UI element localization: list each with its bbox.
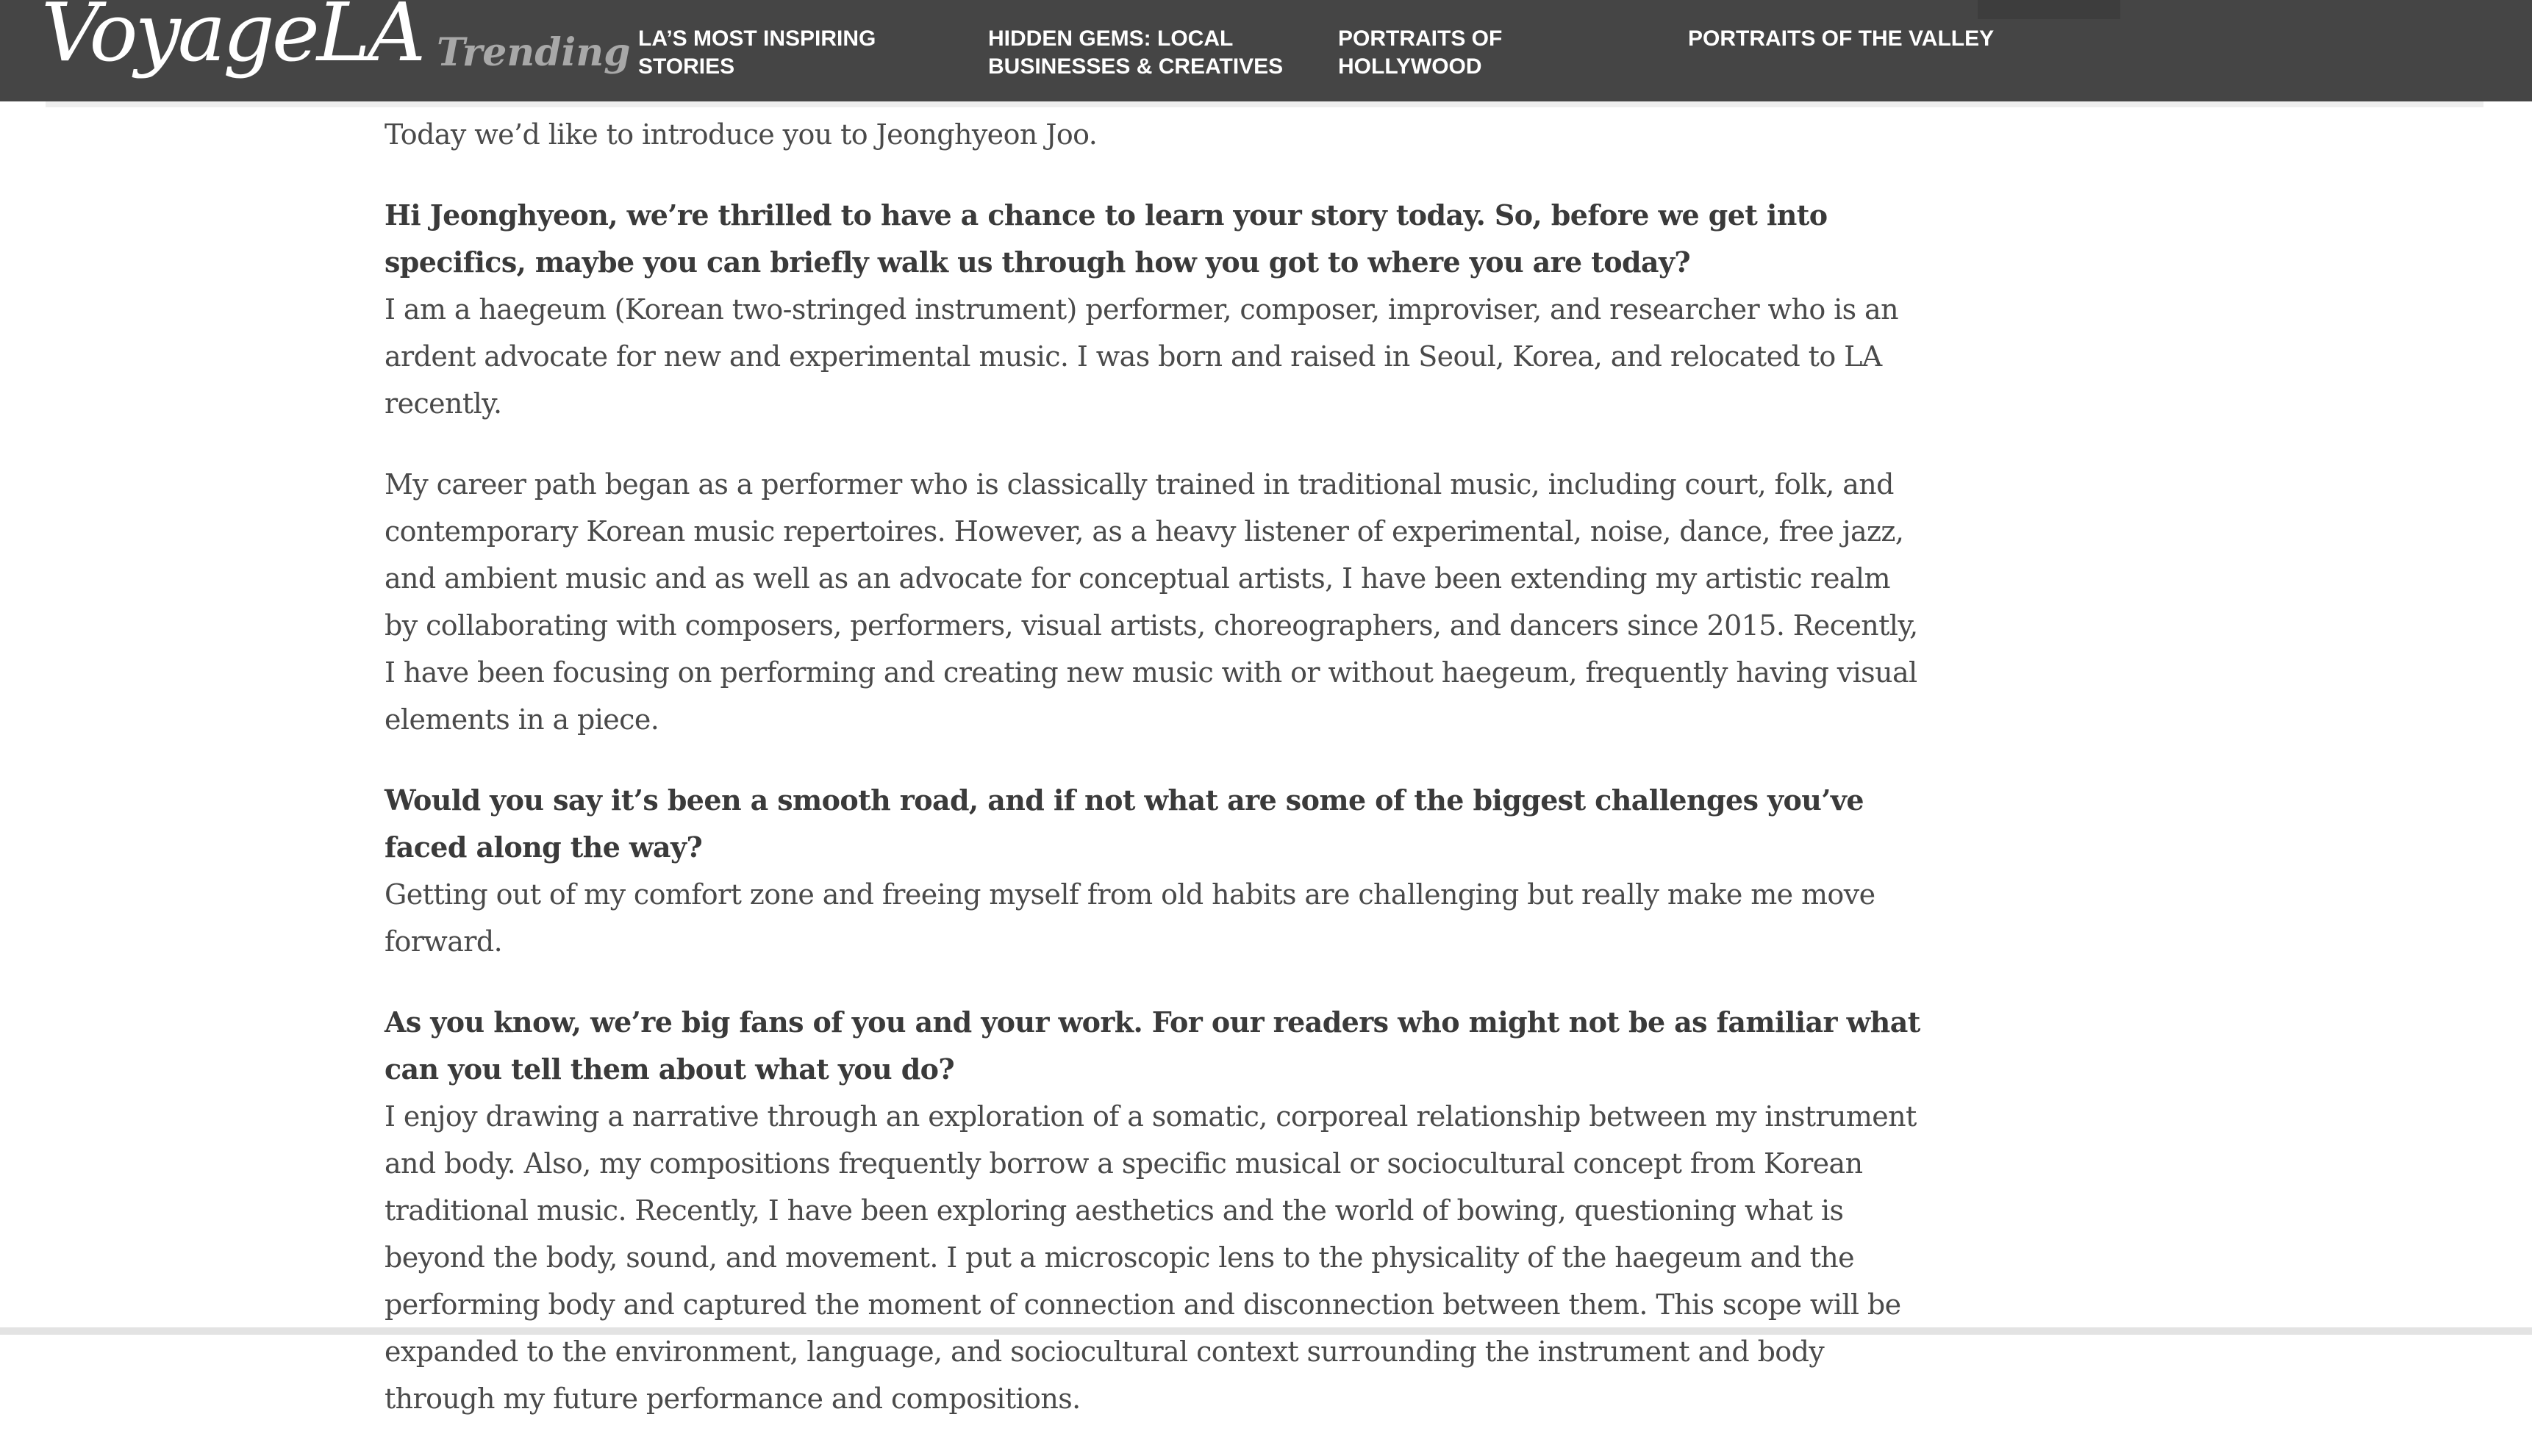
header-shadow: [46, 101, 2483, 107]
site-header: [0, 0, 2532, 101]
nav-link-portraits-valley[interactable]: PORTRAITS OF THE VALLEY: [1688, 26, 1995, 51]
trending-label: Trending: [437, 30, 631, 75]
question-1: Hi Jeonghyeon, we’re thrilled to have a chance to learn your story today. So, before we get into specifics, maybe you can briefly walk us through how you got to where you are today?: [385, 198, 1828, 279]
site-logo[interactable]: VoyageLA: [41, 0, 423, 79]
page-bottom-edge: [0, 1327, 2532, 1335]
answer-2: Getting out of my comfort zone and freeing myself from old habits are challenging but really make me move forward.: [385, 878, 1875, 958]
answer-3: I enjoy drawing a narrative through an exploration of a somatic, corporeal relationship between my instrument and body. Also, my compositions frequently borrow a specific musical or sociocultural concept from Korean traditional music. Recently, I have been exploring aesthetics and the world of bowing, questioning what is beyond the body, sound, and movement. I put a microscopic lens to the physicality of the haegeum and the performing body and captured the moment of connection and disconnection between them. This scope will be expanded to the environment, language, and sociocultural context surrounding the instrument and body through my future performance and compositions.: [385, 1100, 1917, 1415]
header-background-image: [1978, 0, 2120, 19]
question-2: Would you say it’s been a smooth road, and if not what are some of the biggest challenges you’ve faced along the way?: [385, 783, 1864, 864]
answer-1-paragraph-2: My career path began as a performer who is classically trained in traditional music, including court, folk, and contemporary Korean music repertoires. However, as a heavy listener of experimental, noise, dance, free jazz, and ambient music and as well as an advocate for conceptual artists, I have been extending my artistic realm by collaborating with composers, performers, visual artists, choreographers, and dancers since 2015. Recently, I have been focusing on performing and creating new music with or without haegeum, frequently having visual elements in a piece.: [385, 468, 1918, 736]
article-body: [385, 111, 1928, 1456]
answer-1-paragraph-1: I am a haegeum (Korean two-stringed instrument) performer, composer, improviser, and researcher who is an ardent advocate for new and experimental music. I was born and raised in Seoul, Korea, and relocated to LA recently.: [385, 293, 1898, 420]
nav-link-hidden-gems[interactable]: HIDDEN GEMS: LOCAL BUSINESSES & CREATIVES: [988, 26, 1284, 79]
nav-link-portraits-hollywood[interactable]: PORTRAITS OF HOLLYWOOD: [1338, 26, 1503, 79]
nav-link-inspiring-stories[interactable]: LA’S MOST INSPIRING STORIES: [638, 26, 876, 79]
article-intro: Today we’d like to introduce you to Jeonghyeon Joo.: [385, 118, 1098, 151]
question-3: As you know, we’re big fans of you and your work. For our readers who might not be as familiar what can you tell them about what you do?: [385, 1005, 1920, 1086]
